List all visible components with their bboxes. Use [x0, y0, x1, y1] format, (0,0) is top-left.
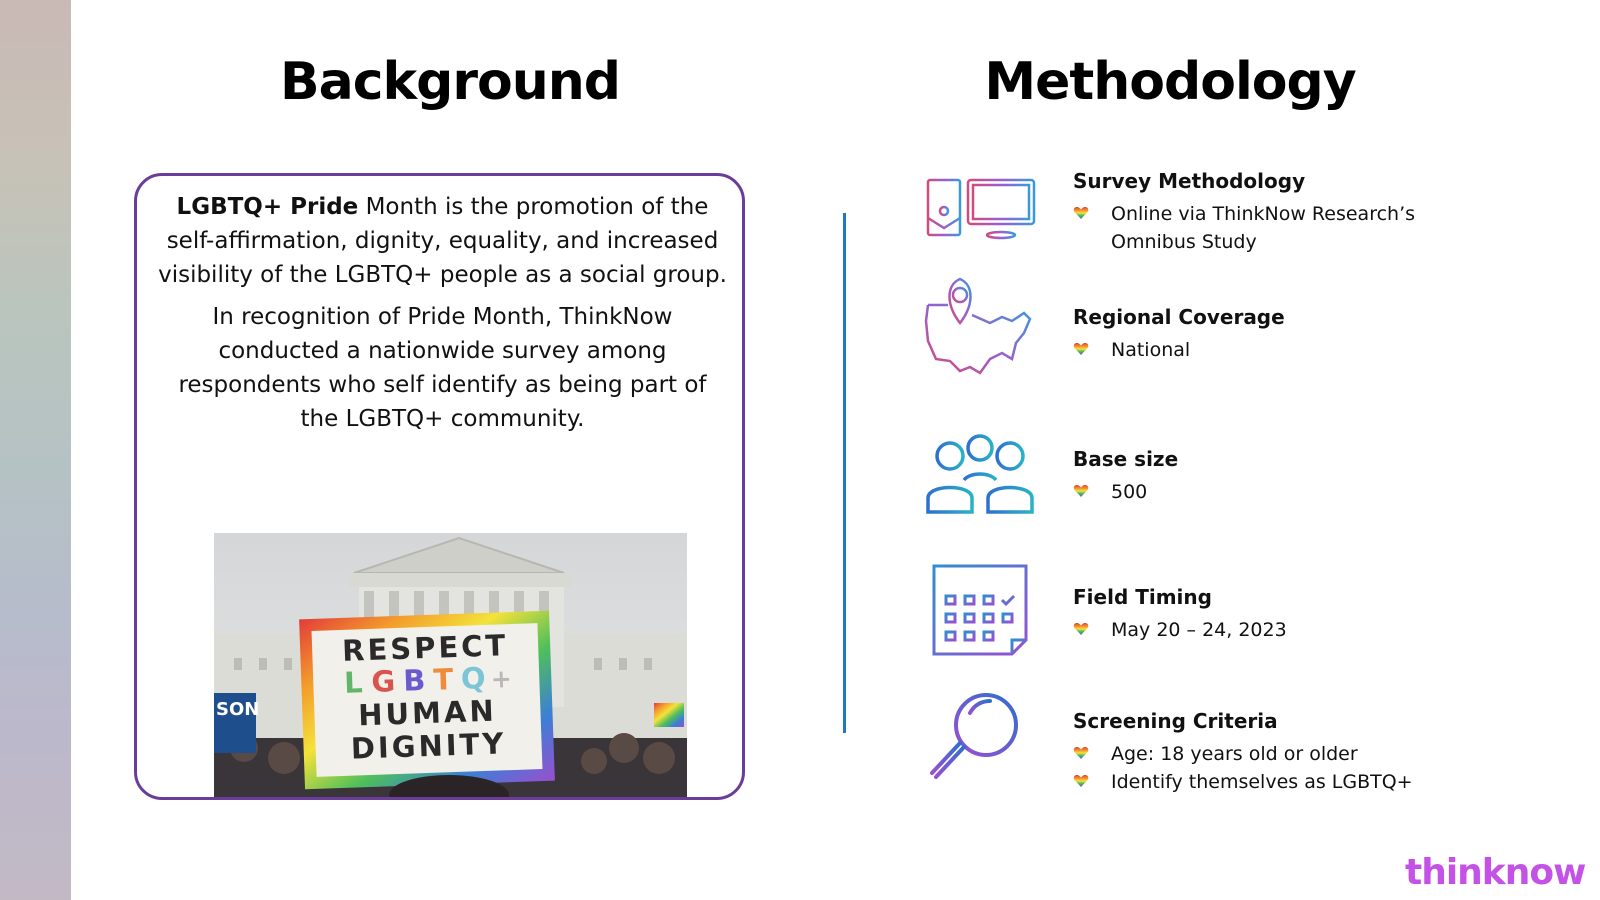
photo-illustration — [214, 533, 687, 798]
background-text — [157, 190, 728, 444]
pride-rally-photo — [214, 533, 687, 798]
method-item-screening — [1073, 708, 1493, 796]
bullet-list — [1073, 740, 1493, 796]
method-title: Survey Methodology — [1073, 169, 1306, 193]
list-item — [1073, 768, 1493, 796]
bullet-list — [1073, 200, 1493, 256]
sign-letter-g: G — [370, 664, 396, 699]
bullet-text: 500 — [1111, 481, 1148, 503]
background-paragraph-2: In recognition of Pride Month, ThinkNow conducted a nationwide survey among respondents who self identify as being part of the LGBTQ+ community. — [178, 304, 707, 432]
sign-letter-q: Q — [460, 660, 487, 696]
sign-letter-b: B — [402, 663, 426, 698]
bullet-text: National — [1111, 339, 1191, 361]
sign-letter-t: T — [432, 662, 454, 697]
sign-letter-l: L — [343, 665, 364, 700]
bullet-list — [1073, 616, 1493, 644]
methodology-heading: Methodology — [984, 52, 1356, 112]
bullet-list — [1073, 336, 1493, 364]
sign-line-dignity: DIGNITY — [350, 726, 507, 766]
calendar-icon — [920, 552, 1040, 664]
sign-letter-plus: + — [490, 664, 513, 694]
rainbow-heart-icon — [1073, 746, 1089, 760]
list-item — [1073, 200, 1493, 256]
list-item — [1073, 616, 1493, 644]
computer-icon — [920, 150, 1040, 262]
background-heading: Background — [280, 52, 620, 112]
list-item — [1073, 740, 1493, 768]
decorative-side-strip — [0, 0, 71, 900]
method-item-base-size — [1073, 446, 1493, 506]
background-box — [134, 173, 745, 800]
method-item-field-timing — [1073, 584, 1493, 644]
people-group-icon — [920, 420, 1040, 532]
rainbow-heart-icon — [1073, 206, 1089, 220]
us-map-pin-icon — [920, 275, 1040, 387]
method-title: Base size — [1073, 447, 1179, 471]
thinknow-logo: thinknow — [1405, 852, 1586, 893]
list-item — [1073, 478, 1493, 506]
bullet-list — [1073, 478, 1493, 506]
method-title: Screening Criteria — [1073, 709, 1278, 733]
magnifier-icon — [920, 685, 1040, 797]
sign-line-human: HUMAN — [357, 693, 498, 733]
section-divider — [843, 213, 846, 733]
rainbow-heart-icon — [1073, 342, 1089, 356]
rainbow-heart-icon — [1073, 622, 1089, 636]
bullet-text: Age: 18 years old or older — [1111, 743, 1358, 765]
paragraph-1-rest: Month is the promotion of the self-affirmation, dignity, equality, and increased visibility of the LGBTQ+ people as a social group. — [158, 194, 727, 288]
method-title: Field Timing — [1073, 585, 1212, 609]
banner-left-text: SON — [216, 699, 260, 720]
bullet-text: May 20 – 24, 2023 — [1111, 619, 1287, 641]
sign-line-respect: RESPECT — [341, 628, 509, 668]
bullet-text: Omnibus Study — [1111, 231, 1257, 253]
bullet-text: Online via ThinkNow Research’s — [1111, 203, 1416, 225]
pride-bold-text: LGBTQ+ Pride — [176, 194, 359, 220]
method-item-regional — [1073, 304, 1493, 364]
bullet-text: Identify themselves as LGBTQ+ — [1111, 771, 1413, 793]
list-item — [1073, 336, 1493, 364]
rainbow-heart-icon — [1073, 484, 1089, 498]
method-title: Regional Coverage — [1073, 305, 1285, 329]
background-paragraph-1 — [157, 190, 728, 292]
method-item-survey — [1073, 168, 1493, 256]
rainbow-heart-icon — [1073, 774, 1089, 788]
